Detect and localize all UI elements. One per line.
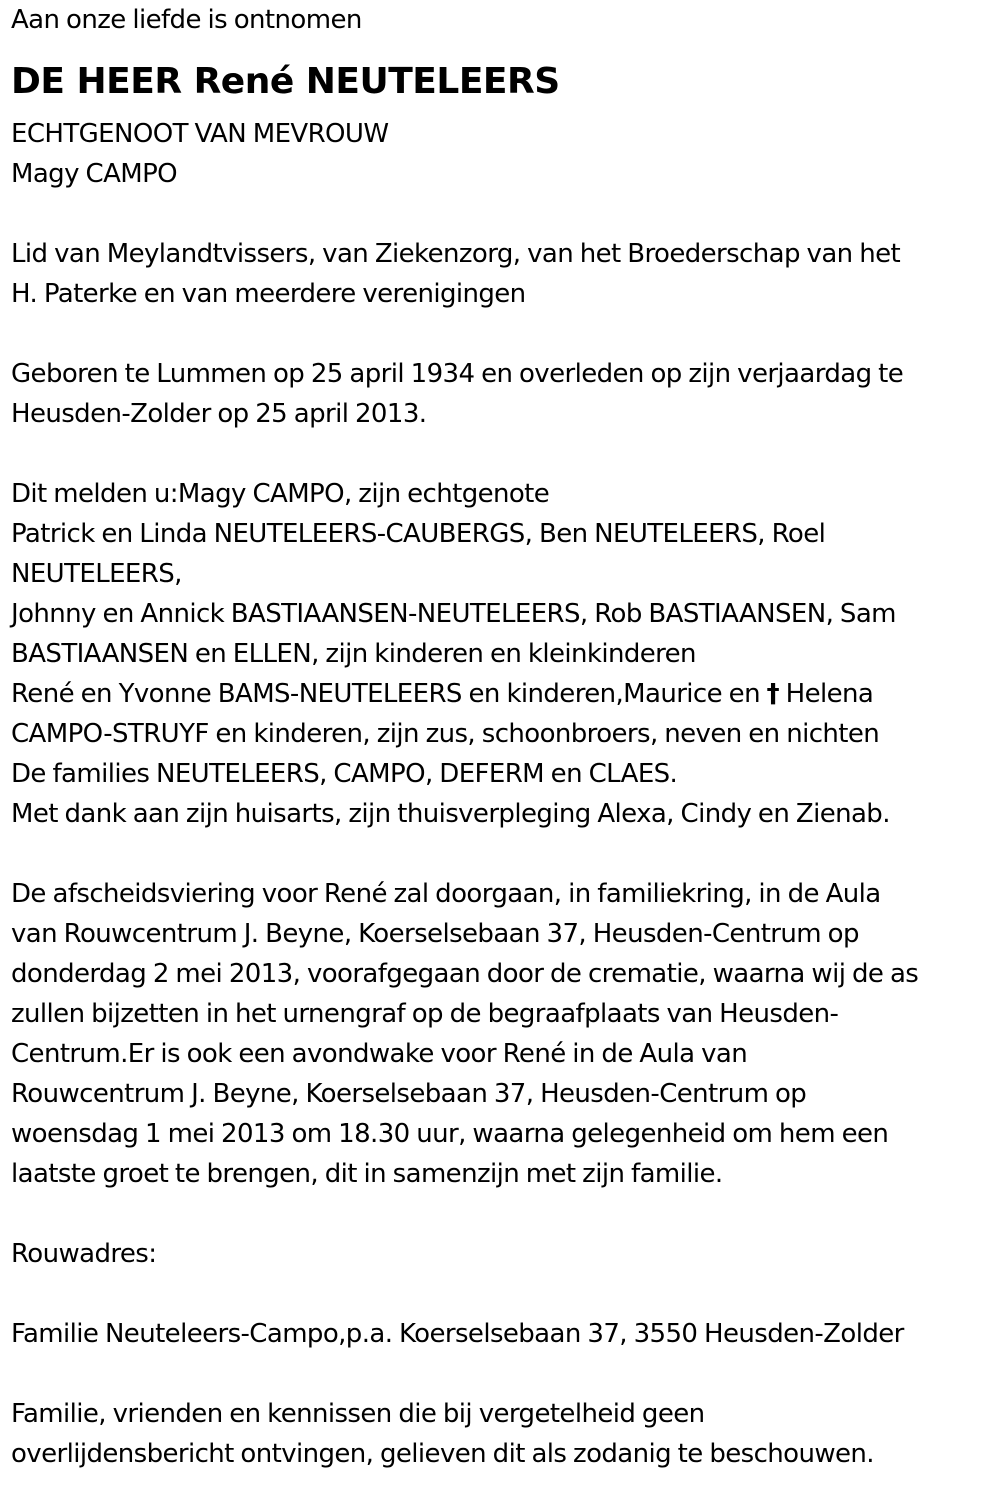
ceremony-line: van Rouwcentrum J. Beyne, Koerselsebaan 37, Heusden-Centrum op <box>11 919 859 949</box>
deceased-name: DE HEER René NEUTELEERS <box>11 61 560 102</box>
announcer-line: BASTIAANSEN en ELLEN, zijn kinderen en kleinkinderen <box>11 639 696 669</box>
announcer-line: Johnny en Annick BASTIAANSEN-NEUTELEERS, Rob BASTIAANSEN, Sam <box>11 599 896 629</box>
mourning-address: Familie Neuteleers-Campo,p.a. Koerselsebaan 37, 3550 Heusden-Zolder <box>11 1319 904 1349</box>
thanks-line: Met dank aan zijn huisarts, zijn thuisverpleging Alexa, Cindy en Zienab. <box>11 799 890 829</box>
cross-icon: † <box>766 679 780 709</box>
intro-text: Aan onze liefde is ontnomen <box>11 5 362 35</box>
spouse-name: Magy CAMPO <box>11 159 178 189</box>
announcer-line: CAMPO-STRUYF en kinderen, zijn zus, schoonbroers, neven en nichten <box>11 719 880 749</box>
ceremony-line: Centrum.Er is ook een avondwake voor René in de Aula van <box>11 1039 748 1069</box>
membership-line: Lid van Meylandtvissers, van Ziekenzorg, van het Broederschap van het <box>11 239 901 269</box>
membership-line: H. Paterke en van meerdere verenigingen <box>11 279 526 309</box>
closing-line: overlijdensbericht ontvingen, gelieven dit als zodanig te beschouwen. <box>11 1439 874 1469</box>
ceremony-line: Rouwcentrum J. Beyne, Koerselsebaan 37, Heusden-Centrum op <box>11 1079 807 1109</box>
birth-death-line: Geboren te Lummen op 25 april 1934 en overleden op zijn verjaardag te <box>11 359 904 389</box>
announcer-line: Dit melden u:Magy CAMPO, zijn echtgenote <box>11 479 550 509</box>
spouse-line: ECHTGENOOT VAN MEVROUW <box>11 119 389 149</box>
announcer-line: De families NEUTELEERS, CAMPO, DEFERM en CLAES. <box>11 759 678 789</box>
address-label: Rouwadres: <box>11 1239 157 1269</box>
birth-death-line: Heusden-Zolder op 25 april 2013. <box>11 399 427 429</box>
ceremony-line: De afscheidsviering voor René zal doorgaan, in familiekring, in de Aula <box>11 879 881 909</box>
obituary-notice <box>11 0 996 1474</box>
announcer-line: NEUTELEERS, <box>11 559 182 589</box>
ceremony-line: woensdag 1 mei 2013 om 18.30 uur, waarna gelegenheid om hem een <box>11 1119 889 1149</box>
ceremony-line: zullen bijzetten in het urnengraf op de begraafplaats van Heusden- <box>11 999 839 1029</box>
closing-line: Familie, vrienden en kennissen die bij vergetelheid geen <box>11 1399 705 1429</box>
announcer-text: Helena <box>779 679 874 709</box>
ceremony-line: laatste groet te brengen, dit in samenzijn met zijn familie. <box>11 1159 723 1189</box>
announcer-line: Patrick en Linda NEUTELEERS-CAUBERGS, Ben NEUTELEERS, Roel <box>11 519 826 549</box>
ceremony-line: donderdag 2 mei 2013, voorafgegaan door de crematie, waarna wij de as <box>11 959 919 989</box>
announcer-line-with-cross <box>11 674 996 714</box>
announcer-text: René en Yvonne BAMS-NEUTELEERS en kinderen,Maurice en <box>11 679 767 709</box>
